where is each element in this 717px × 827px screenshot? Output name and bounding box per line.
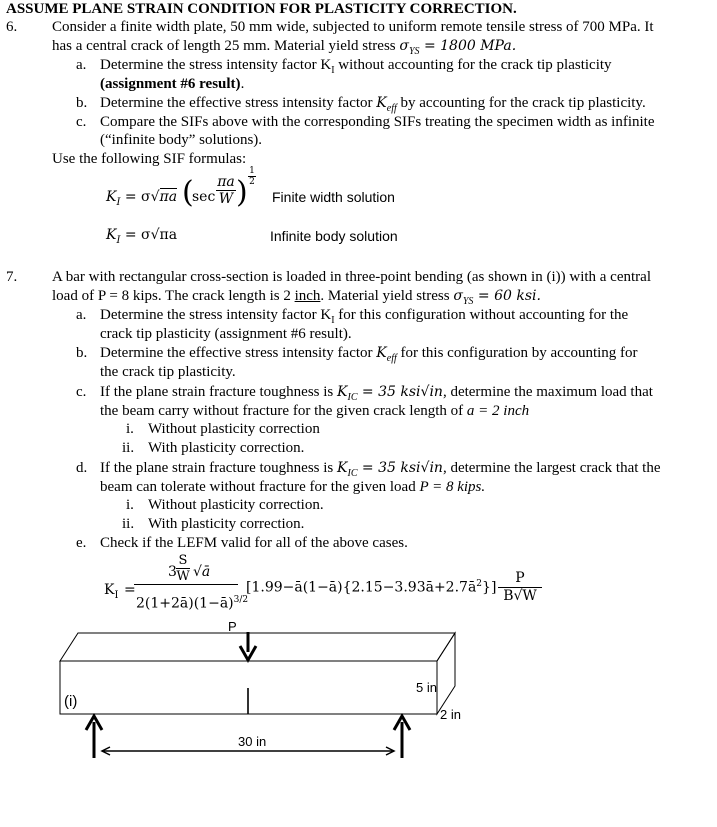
item-label: ii. [122, 440, 135, 456]
q7-item-b: Determine the effective stress intensity factor $K_{eff}$ for this configuration by accounting for [100, 345, 638, 364]
depth-dimension: 2 in [440, 707, 461, 722]
q7-item-d-i: Without plasticity correction. [148, 497, 324, 513]
q6-item-a-line2: (assignment #6 result). [100, 76, 245, 92]
q7-item-c-i: Without plasticity correction [148, 421, 320, 437]
q6-intro-line1: Consider a finite width plate, 50 mm wide, subjected to uniform remote tensile stress of 700 MPa. It [52, 19, 654, 35]
item-label: i. [126, 497, 134, 513]
q7-item-c-line2: the beam carry without fracture for the given crack length of a = 2 inch [100, 403, 530, 419]
q7-item-e: Check if the LEFM valid for all of the above cases. [100, 535, 408, 551]
q6-intro-line2: has a central crack of length 25 mm. Material yield stress $\sigma_{YS} = 1800$ MPa. [52, 38, 517, 57]
question-number: 7. [6, 269, 18, 285]
item-label: b. [76, 345, 88, 361]
q7-item-d-ii: With plasticity correction. [148, 516, 305, 532]
formula-intro: Use the following SIF formulas: [52, 151, 247, 167]
q7-item-b-line2: the crack tip plasticity. [100, 364, 236, 380]
q7-item-c: If the plane strain fracture toughness is $K_{IC} = 35$ ksi√in, determine the maximum load that [100, 384, 653, 403]
q7-item-c-ii: With plasticity correction. [148, 440, 305, 456]
item-label: e. [76, 535, 87, 551]
load-arrow [240, 632, 256, 660]
item-label: i. [126, 421, 134, 437]
span-label: 30 in [238, 734, 267, 749]
item-label: a. [76, 307, 87, 323]
q6-item-c: Compare the SIFs above with the corresponding SIFs treating the specimen width as infinite [100, 114, 655, 130]
load-label: P [228, 619, 237, 634]
q7-item-a: Determine the stress intensity factor $K_I$ for this configuration without accounting for the [100, 307, 629, 326]
right-support-arrow [394, 716, 410, 758]
three-point-bending-figure [0, 610, 717, 770]
q7-intro-line1: A bar with rectangular cross-section is loaded in three-point bending (as shown in (i)) with a central [52, 269, 651, 285]
formula-label: Finite width solution [272, 189, 395, 205]
item-label: ii. [122, 516, 135, 532]
page-heading: ASSUME PLANE STRAIN CONDITION FOR PLASTICITY CORRECTION. [6, 1, 517, 17]
formula-label: Infinite body solution [270, 228, 398, 244]
question-number: 6. [6, 19, 18, 35]
item-label: a. [76, 57, 87, 73]
left-support-arrow [86, 716, 102, 758]
figure-label: (i) [64, 693, 78, 710]
q7-item-d: If the plane strain fracture toughness is $K_{IC} = 35$ ksi√in, determine the largest crack that the [100, 460, 661, 479]
q7-item-d-line2: beam can tolerate without fracture for the given load P = 8 kips. [100, 479, 486, 495]
q6-item-b: Determine the effective stress intensity factor $K_{eff}$ by accounting for the crack tip plasticity. [100, 95, 646, 114]
q7-item-a-line2: crack tip plasticity (assignment #6 result). [100, 326, 352, 342]
item-label: d. [76, 460, 88, 476]
q6-item-a: Determine the stress intensity factor $K_I$ without accounting for the crack tip plasticity [100, 57, 612, 76]
q7-intro-line2: load of P = 8 kips. The crack length is 2 inch. Material yield stress $\sigma_{YS} = 60$ ksi. [52, 288, 541, 307]
height-dimension: 5 in [416, 680, 437, 695]
beam [60, 633, 455, 714]
item-label: c. [76, 114, 87, 130]
item-label: c. [76, 384, 87, 400]
q6-item-c-line2: (“infinite body” solutions). [100, 132, 263, 148]
item-label: b. [76, 95, 88, 111]
